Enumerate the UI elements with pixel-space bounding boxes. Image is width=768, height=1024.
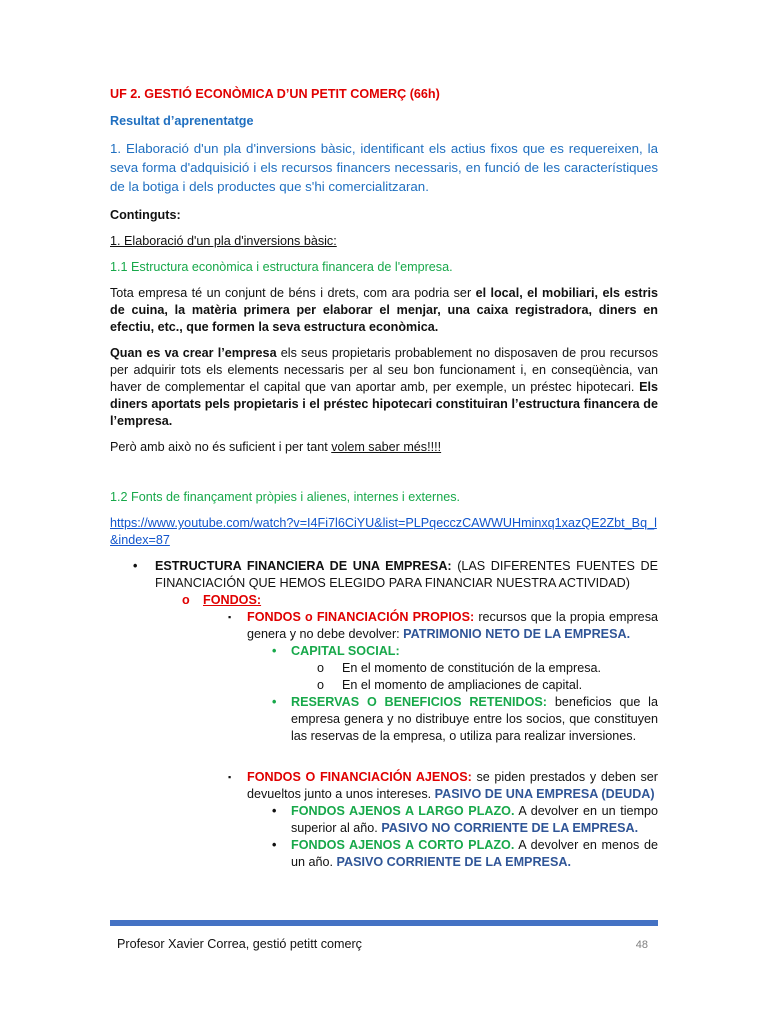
bullet-largo-plazo (110, 803, 658, 837)
reservas-label: RESERVAS O BENEFICIOS RETENIDOS: (291, 695, 548, 709)
learning-outcome-heading: Resultat d’aprenentatge (110, 114, 254, 128)
capital-label: CAPITAL SOCIAL: (291, 644, 400, 658)
underlined-run: volem saber més!!!! (331, 440, 442, 454)
bold-run: Els diners aportats pels propietaris i el préstec hipotecari constituiran l’estructura financera de l’empresa. (110, 380, 658, 428)
disc-bullet-icon: • (272, 804, 277, 818)
disc-bullet-icon: • (272, 644, 277, 658)
text-run: se piden prestados y deben ser devueltos junto a unos intereses. (247, 770, 658, 801)
section-1-1-heading: 1.1 Estructura econòmica i estructura financera de l'empresa. (110, 260, 453, 274)
square-bullet-icon: ▪ (228, 612, 232, 622)
text-run: recursos que la propia empresa genera y no debe devolver: (247, 610, 658, 641)
propios-label: FONDOS o FINANCIACIÓN PROPIOS: (247, 610, 475, 624)
square-bullet-icon: ▪ (228, 772, 232, 782)
text-run: els seus propietaris probablement no disposaven de prou recursos per adquirir tots els elements necessaris per al seu bon funcionament i, en conseqüència, van haver de complementar el capital que van aportar amb, per exemple, un préstec hipotecari. (110, 346, 658, 394)
text-run: beneficios que la empresa genera y no distribuye entre los socios, que constituyen las reservas de la empresa, o utiliza para realizar inversiones. (291, 695, 658, 743)
fondos-label: FONDOS: (203, 593, 262, 607)
bullet-fondos (110, 592, 658, 609)
circle-bullet-icon: o (317, 661, 325, 675)
list-item (110, 660, 658, 677)
paragraph-learn-more (110, 439, 658, 456)
propios-tag: PATRIMONIO NETO DE LA EMPRESA. (403, 627, 631, 641)
text-run: (LAS DIFERENTES FUENTES DE FINANCIACIÓN QUE HEMOS ELEGIDO PARA FINANCIAR NUESTRA ACTIVIDAD) (155, 559, 658, 590)
list-item (110, 677, 658, 694)
unit-title: UF 2. GESTIÓ ECONÒMICA D’UN PETIT COMERÇ (66h) (110, 87, 440, 101)
vertical-spacer (110, 465, 658, 489)
bold-run: Quan es va crear l’empresa (110, 346, 277, 360)
disc-bullet-icon: • (272, 695, 277, 709)
text-run: En el momento de ampliaciones de capital. (342, 678, 583, 692)
circle-bullet-icon: o (182, 593, 190, 607)
largo-tag: PASIVO NO CORRIENTE DE LA EMPRESA. (381, 821, 639, 835)
text-run: En el momento de constitución de la empresa. (342, 661, 602, 675)
section-1-2-heading: 1.2 Fonts de finançament pròpies i alienes, internes i externes. (110, 490, 461, 504)
page-number: 48 (635, 939, 648, 951)
bullet-reservas (110, 694, 658, 745)
circle-bullet-icon: o (317, 678, 325, 692)
text-run: A devolver en un tiempo superior al año. (291, 804, 658, 835)
contents-label: Continguts: (110, 208, 181, 222)
bullet-capital-social (110, 643, 658, 660)
bold-run: ESTRUCTURA FINANCIERA DE UNA EMPRESA: (155, 559, 452, 573)
corto-label: FONDOS AJENOS A CORTO PLAZO. (291, 838, 515, 852)
ajenos-label: FONDOS O FINANCIACIÓN AJENOS: (247, 770, 472, 784)
text-run: Però amb això no és suficient i per tant (110, 440, 332, 454)
largo-label: FONDOS AJENOS A LARGO PLAZO. (291, 804, 515, 818)
bullet-fondos-propios (110, 609, 658, 643)
learning-outcome-text: 1. Elaboració d'un pla d'inversions bàsic, identificant els actius fixos que es requereixen, la seva forma d'adquisició i els recursos financers necessaris, en funció de les característiques de la botiga i dels productes que s'hi comercialitzaran. (110, 141, 658, 194)
vertical-spacer (110, 745, 658, 769)
bold-run: el local, el mobiliari, els estris de cuina, la matèria primera per elaborar el menjar, una caixa registradora, diners en efectiu, etc., que formen la seva estructura econòmica. (110, 286, 658, 334)
disc-bullet-icon: • (272, 838, 277, 852)
corto-tag: PASIVO CORRIENTE DE LA EMPRESA. (336, 855, 571, 869)
footer-divider (110, 920, 658, 926)
footer-author: Profesor Xavier Correa, gestió petitt comerç (117, 937, 362, 951)
text-run: A devolver en menos de un año. (291, 838, 659, 869)
paragraph-financial-structure (110, 345, 658, 430)
youtube-link[interactable]: https://www.youtube.com/watch?v=I4Fi7l6CiYU&list=PLPqecczCAWWUHminxq1xazQE2Zbt_Bq_l&index=87 (110, 516, 657, 547)
ajenos-tag: PASIVO DE UNA EMPRESA (DEUDA) (434, 787, 655, 801)
section-1-heading: 1. Elaboració d'un pla d'inversions bàsic: (110, 234, 337, 248)
text-run: Tota empresa té un conjunt de béns i drets, com ara podria ser (110, 286, 476, 300)
bullet-financial-structure (110, 558, 658, 592)
bullet-fondos-ajenos (110, 769, 658, 803)
bullet-corto-plazo (110, 837, 658, 871)
disc-bullet-icon: • (133, 559, 138, 573)
paragraph-economic-structure (110, 285, 658, 336)
